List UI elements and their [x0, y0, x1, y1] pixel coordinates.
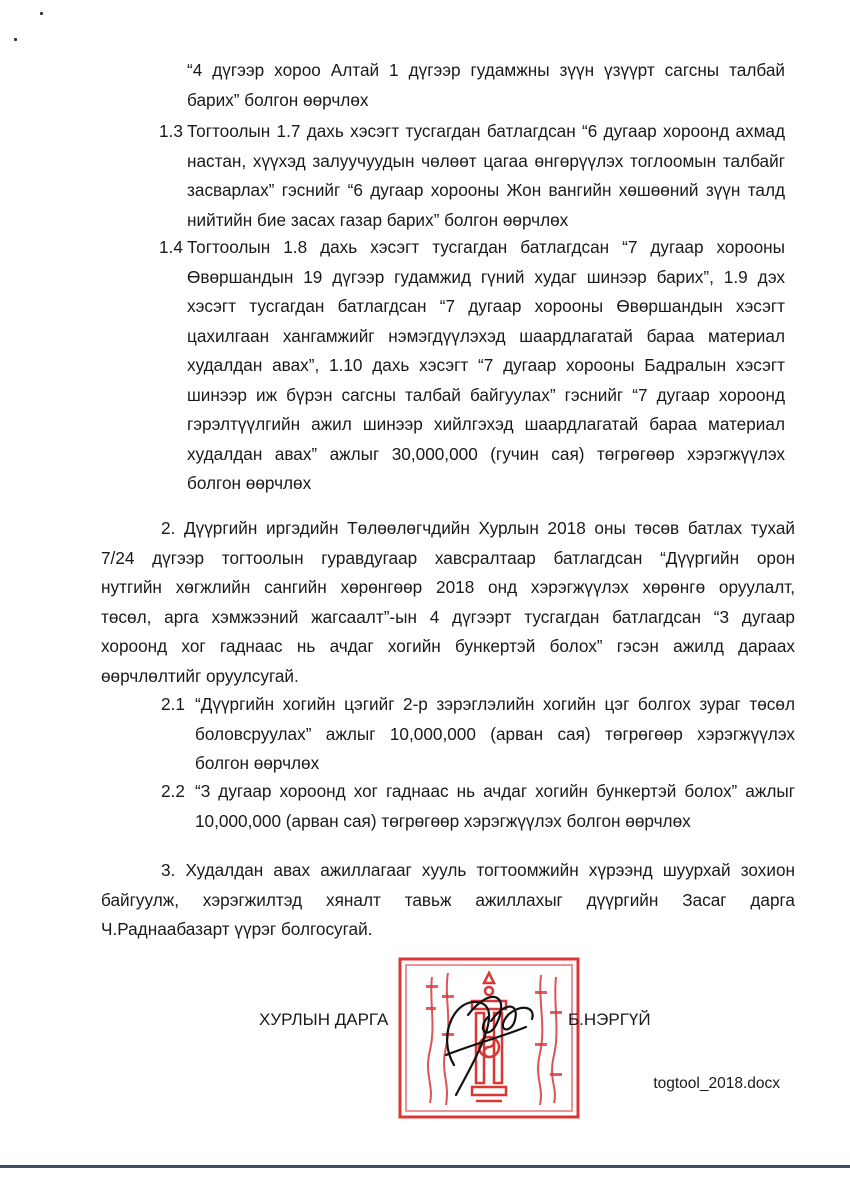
item-2 — [101, 514, 795, 691]
text-line: Ч.Раднаабазарт үүрэг болгосугай. — [101, 919, 373, 939]
text-line: Өвөршандын 19 дүгээр гудамжид гүний худаг шинээр барих”, 1.9 дэх — [187, 266, 785, 287]
scan-speck — [14, 38, 17, 41]
text-line: 2. Дүүргийн иргэдийн Төлөөлөгчдийн Хурлын 2018 оны төсөв батлах тухай — [161, 518, 795, 538]
text-line: “3 дугаар хороонд хог гаднаас нь ачдаг хогийн бункертэй болох” ажлыг — [195, 781, 795, 801]
text-line: боловсруулах” ажлыг 10,000,000 (арван сая) төгрөгөөр хэрэгжүүлэх — [195, 723, 795, 744]
text-line: нутгийн хөгжлийн сангийн хөрөнгөөр 2018 онд хэрэгжүүлэх хөрөнгө оруулалт, — [101, 577, 795, 597]
item-3 — [101, 856, 795, 945]
signatory-title: ХУРЛЫН ДАРГА — [259, 1010, 389, 1029]
text-line: төсөл, арга хэмжээний жагсаалт”-ын 4 дүгээрт тусгагдан батлагдсан “3 дугаар — [101, 606, 795, 627]
text-line: гэрэлтүүлгийн ажил шинээр хийлгэхэд шаардлагатай бараа материал — [187, 414, 785, 434]
item-number: 1.4 — [159, 237, 183, 257]
text-line: нийтийн бие засах газар барих” болгон өөрчлөх — [187, 209, 569, 230]
official-seal-icon — [396, 955, 582, 1121]
text-line: хэсэгт тусгагдан батлагдсан “7 дугаар хорооны Өвөршандын хэсэгт — [187, 296, 785, 316]
text-line: байгуулж, хэрэгжилтэд хяналт тавьж ажиллахыг дүүргийн Засаг дарга — [101, 889, 795, 910]
text-line: Тогтоолын 1.8 дахь хэсэгт тусгагдан батлагдсан “7 дугаар хорооны — [187, 237, 785, 257]
item-number: 2.2 — [161, 781, 185, 801]
text-line: худалдан авах”, 1.10 дахь хэсэгт “7 дугаар хорооны Бадралын хэсэгт — [187, 355, 785, 375]
item-number: 1.3 — [159, 121, 183, 141]
text-line: настан, хүүхэд залуучуудын чөлөөт цагаа өнгөрүүлэх тоглоомын талбайг — [187, 150, 785, 171]
document-filename: togtool_2018.docx — [653, 1075, 780, 1092]
text-line: Тогтоолын 1.7 дахь хэсэгт тусгагдан батлагдсан “6 дугаар хороонд ахмад — [187, 121, 785, 141]
scan-speck — [40, 12, 43, 15]
text-line: хороонд хог гаднаас нь ачдаг хогийн бункертэй болох” гэсэн ажилд дараах — [101, 636, 795, 656]
text-line: болгон өөрчлөх — [187, 473, 312, 493]
text-line: барих” болгон өөрчлөх — [187, 89, 369, 110]
item-number: 2.1 — [161, 694, 185, 714]
text-line: 3. Худалдан авах ажиллагааг хууль тогтоомжийн хүрээнд шуурхай зохион — [161, 860, 795, 880]
text-line: шинээр иж бүрэн сагсны талбай байгуулах” гэснийг “7 дугаар хороонд — [187, 384, 785, 405]
item-1-4 — [187, 233, 785, 499]
item-1-2-continuation — [187, 56, 785, 115]
item-1-3 — [187, 117, 785, 235]
text-line: 10,000,000 (арван сая) төгрөгөөр хэрэгжүүлэх болгон өөрчлөх — [195, 810, 691, 831]
item-2-2 — [195, 777, 795, 836]
text-line: 7/24 дүгээр тогтоолын гуравдугаар хавсралтаар батлагдсан “Дүүргийн орон — [101, 547, 795, 568]
text-line: засварлах” гэснийг “6 дугаар хорооны Жон вангийн хөшөөний зүүн талд — [187, 180, 785, 200]
text-line: худалдан авах” ажлыг 30,000,000 (гучин сая) төгрөгөөр хэрэгжүүлэх — [187, 443, 785, 464]
item-2-1 — [195, 690, 795, 779]
footer-rule — [0, 1165, 850, 1168]
signatory-name: Б.НЭРГҮЙ — [568, 1010, 651, 1029]
text-line: өөрчлөлтийг оруулсугай. — [101, 665, 299, 686]
text-line: “Дүүргийн хогийн цэгийг 2-р зэрэглэлийн хогийн цэг болгох зураг төсөл — [195, 694, 795, 714]
text-line: “4 дүгээр хороо Алтай 1 дүгээр гудамжны зүүн үзүүрт сагсны талбай — [187, 60, 785, 80]
text-line: болгон өөрчлөх — [195, 753, 320, 773]
text-line: цахилгаан хангамжийг нэмэгдүүлэхэд шаардлагатай бараа материал — [187, 325, 785, 346]
